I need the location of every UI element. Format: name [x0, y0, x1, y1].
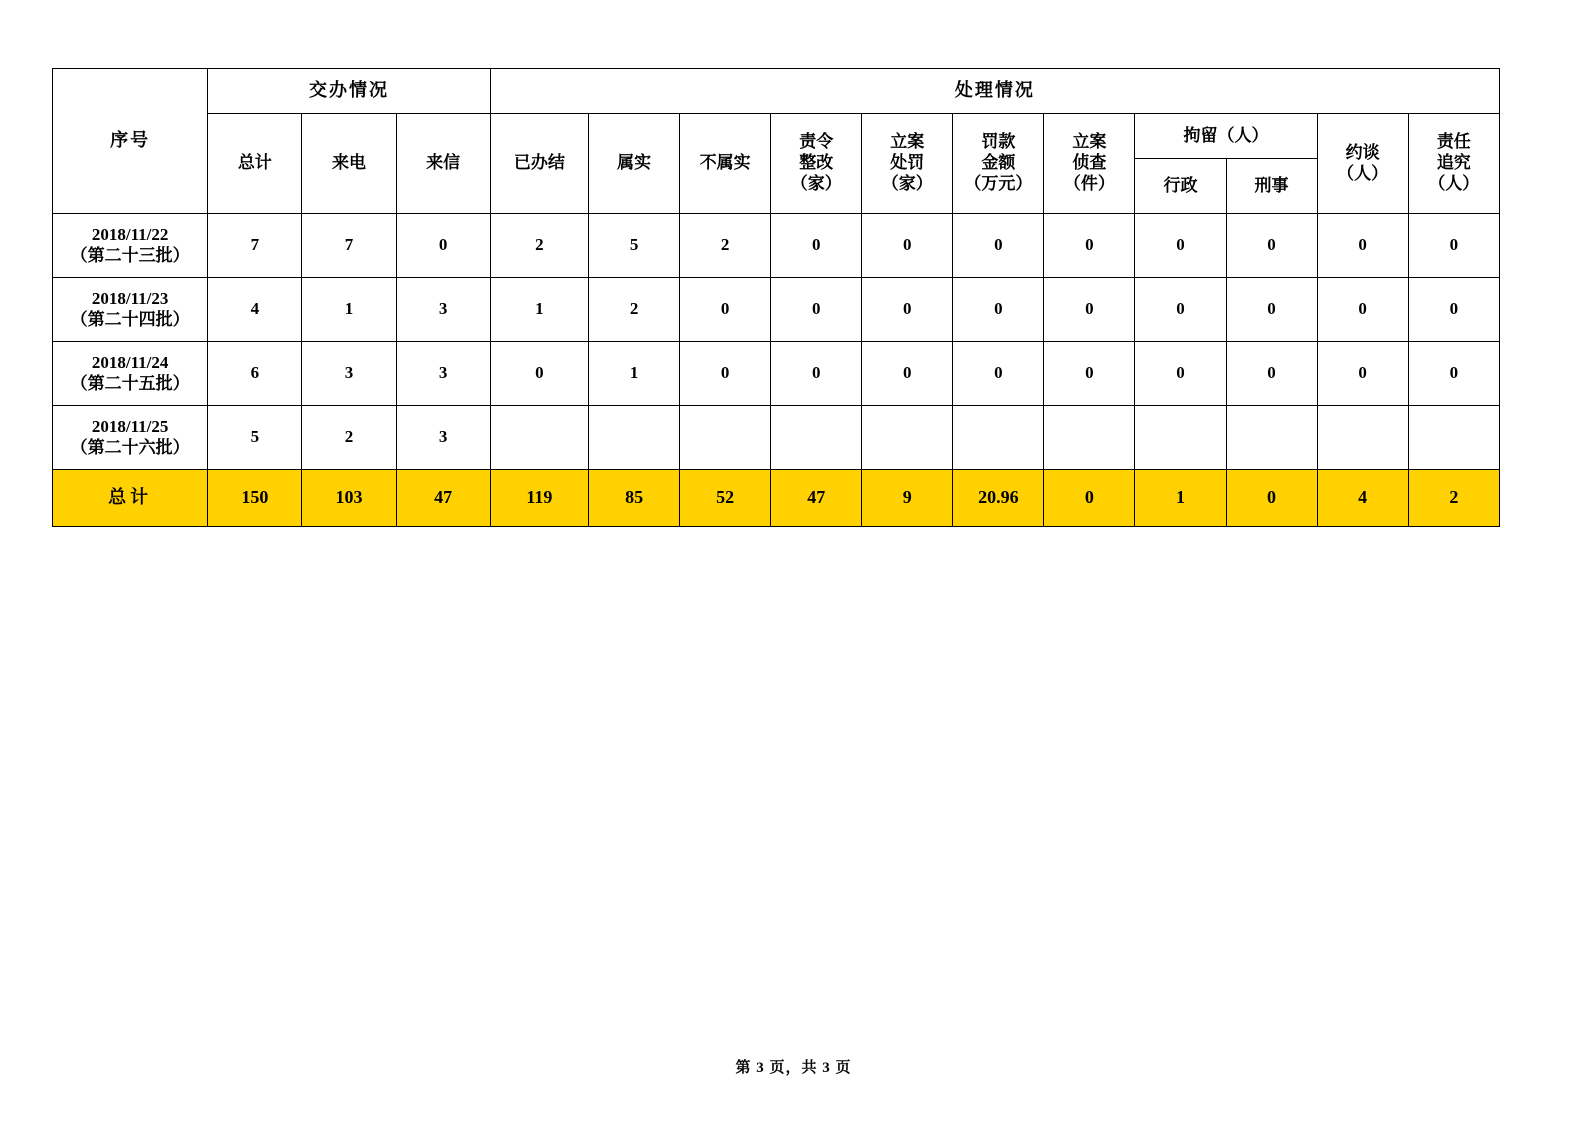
cell-accountability: 0 — [1408, 342, 1499, 406]
total-penalty-case: 9 — [862, 470, 953, 527]
total-detain-criminal: 0 — [1226, 470, 1317, 527]
row-label — [53, 214, 208, 278]
cell-accountability: 0 — [1408, 278, 1499, 342]
row-batch: （第二十三批） — [70, 245, 190, 265]
header-col-accountability-l1: 责任 — [1436, 132, 1471, 152]
cell-completed: 0 — [490, 342, 588, 406]
cell-true-cases — [589, 406, 680, 470]
header-group-handle: 处理情况 — [490, 69, 1499, 114]
header-col-rectify-l3: （家） — [790, 173, 842, 193]
header-col-investigate-l1: 立案 — [1072, 132, 1107, 152]
header-col-detain: 拘留（人） — [1135, 114, 1317, 159]
total-total: 150 — [208, 470, 302, 527]
cell-rectify — [771, 406, 862, 470]
cell-false-cases: 0 — [680, 342, 771, 406]
table-header — [53, 69, 1500, 214]
row-label — [53, 342, 208, 406]
cell-calls: 1 — [302, 278, 396, 342]
cell-calls: 3 — [302, 342, 396, 406]
header-col-false-cases: 不属实 — [680, 114, 771, 214]
cell-penalty-case: 0 — [862, 214, 953, 278]
total-calls: 103 — [302, 470, 396, 527]
header-row-groups — [53, 69, 1500, 114]
total-true-cases: 85 — [589, 470, 680, 527]
cell-false-cases — [680, 406, 771, 470]
header-col-interview — [1317, 114, 1408, 214]
cell-true-cases: 1 — [589, 342, 680, 406]
header-col-fine-l1: 罚款 — [981, 132, 1016, 152]
cell-detain-criminal: 0 — [1226, 342, 1317, 406]
cell-detain-criminal — [1226, 406, 1317, 470]
cell-detain-admin: 0 — [1135, 214, 1226, 278]
cell-fine: 0 — [953, 214, 1044, 278]
cell-fine — [953, 406, 1044, 470]
header-col-rectify-l2: 整改 — [799, 153, 834, 173]
header-col-investigate — [1044, 114, 1135, 214]
header-group-assign: 交办情况 — [208, 69, 491, 114]
header-col-accountability-l3: （人） — [1428, 173, 1480, 193]
cell-letters: 0 — [396, 214, 490, 278]
cell-completed: 1 — [490, 278, 588, 342]
cell-interview: 0 — [1317, 278, 1408, 342]
table-row — [53, 406, 1500, 470]
cell-fine: 0 — [953, 342, 1044, 406]
cell-accountability: 0 — [1408, 214, 1499, 278]
table-row — [53, 214, 1500, 278]
row-date: 2018/11/24 — [91, 352, 169, 372]
cell-investigate: 0 — [1044, 214, 1135, 278]
cell-detain-admin: 0 — [1135, 278, 1226, 342]
cell-rectify: 0 — [771, 278, 862, 342]
header-col-investigate-l3: （件） — [1063, 173, 1115, 193]
total-false-cases: 52 — [680, 470, 771, 527]
cell-false-cases: 0 — [680, 278, 771, 342]
cell-completed — [490, 406, 588, 470]
header-col-rectify-l1: 责令 — [799, 132, 834, 152]
total-row-label: 总计 — [53, 470, 208, 527]
total-interview: 4 — [1317, 470, 1408, 527]
header-col-interview-l1: 约谈 — [1345, 142, 1380, 162]
row-label — [53, 278, 208, 342]
cell-true-cases: 5 — [589, 214, 680, 278]
header-col-rectify — [771, 114, 862, 214]
cell-calls: 2 — [302, 406, 396, 470]
cell-penalty-case: 0 — [862, 342, 953, 406]
row-date: 2018/11/23 — [91, 288, 169, 308]
header-col-penalty-case-l2: 处罚 — [890, 153, 925, 173]
cell-investigate — [1044, 406, 1135, 470]
header-seq: 序号 — [53, 69, 208, 214]
header-col-penalty-case — [862, 114, 953, 214]
cell-total: 6 — [208, 342, 302, 406]
cell-false-cases: 2 — [680, 214, 771, 278]
total-letters: 47 — [396, 470, 490, 527]
header-col-letters: 来信 — [396, 114, 490, 214]
cell-penalty-case: 0 — [862, 278, 953, 342]
table-row — [53, 278, 1500, 342]
total-accountability: 2 — [1408, 470, 1499, 527]
complaint-statistics-table — [52, 68, 1500, 527]
total-detain-admin: 1 — [1135, 470, 1226, 527]
cell-detain-criminal: 0 — [1226, 278, 1317, 342]
header-col-investigate-l2: 侦查 — [1072, 153, 1107, 173]
cell-accountability — [1408, 406, 1499, 470]
cell-fine: 0 — [953, 278, 1044, 342]
total-investigate: 0 — [1044, 470, 1135, 527]
header-row-subcols — [53, 114, 1500, 159]
cell-detain-admin: 0 — [1135, 342, 1226, 406]
cell-total: 7 — [208, 214, 302, 278]
cell-letters: 3 — [396, 342, 490, 406]
header-col-detain-admin: 行政 — [1135, 159, 1226, 214]
cell-interview: 0 — [1317, 214, 1408, 278]
cell-interview — [1317, 406, 1408, 470]
header-col-fine-l2: 金额 — [981, 153, 1016, 173]
cell-rectify: 0 — [771, 214, 862, 278]
report-table-container — [52, 68, 1500, 527]
cell-investigate: 0 — [1044, 342, 1135, 406]
header-col-penalty-case-l3: （家） — [881, 173, 933, 193]
total-rectify: 47 — [771, 470, 862, 527]
row-batch: （第二十六批） — [70, 437, 190, 457]
table-row — [53, 342, 1500, 406]
header-col-completed: 已办结 — [490, 114, 588, 214]
table-total-row — [53, 470, 1500, 527]
cell-investigate: 0 — [1044, 278, 1135, 342]
page-footer: 第 3 页，共 3 页 — [735, 1060, 852, 1076]
row-batch: （第二十四批） — [70, 309, 190, 329]
header-col-true-cases: 属实 — [589, 114, 680, 214]
row-label — [53, 406, 208, 470]
header-col-fine-l3: （万元） — [964, 173, 1033, 193]
cell-letters: 3 — [396, 278, 490, 342]
header-col-accountability — [1408, 114, 1499, 214]
header-col-fine — [953, 114, 1044, 214]
cell-total: 4 — [208, 278, 302, 342]
cell-interview: 0 — [1317, 342, 1408, 406]
cell-penalty-case — [862, 406, 953, 470]
row-batch: （第二十五批） — [70, 373, 190, 393]
cell-rectify: 0 — [771, 342, 862, 406]
cell-calls: 7 — [302, 214, 396, 278]
cell-detain-criminal: 0 — [1226, 214, 1317, 278]
row-date: 2018/11/25 — [91, 416, 169, 436]
header-col-calls: 来电 — [302, 114, 396, 214]
total-completed: 119 — [490, 470, 588, 527]
header-col-penalty-case-l1: 立案 — [890, 132, 925, 152]
cell-total: 5 — [208, 406, 302, 470]
cell-letters: 3 — [396, 406, 490, 470]
cell-detain-admin — [1135, 406, 1226, 470]
total-fine: 20.96 — [953, 470, 1044, 527]
cell-true-cases: 2 — [589, 278, 680, 342]
header-col-accountability-l2: 追究 — [1436, 153, 1471, 173]
cell-completed: 2 — [490, 214, 588, 278]
row-date: 2018/11/22 — [91, 224, 169, 244]
header-col-total: 总计 — [208, 114, 302, 214]
header-col-interview-l2: （人） — [1337, 163, 1389, 183]
table-body — [53, 214, 1500, 527]
header-col-detain-criminal: 刑事 — [1226, 159, 1317, 214]
